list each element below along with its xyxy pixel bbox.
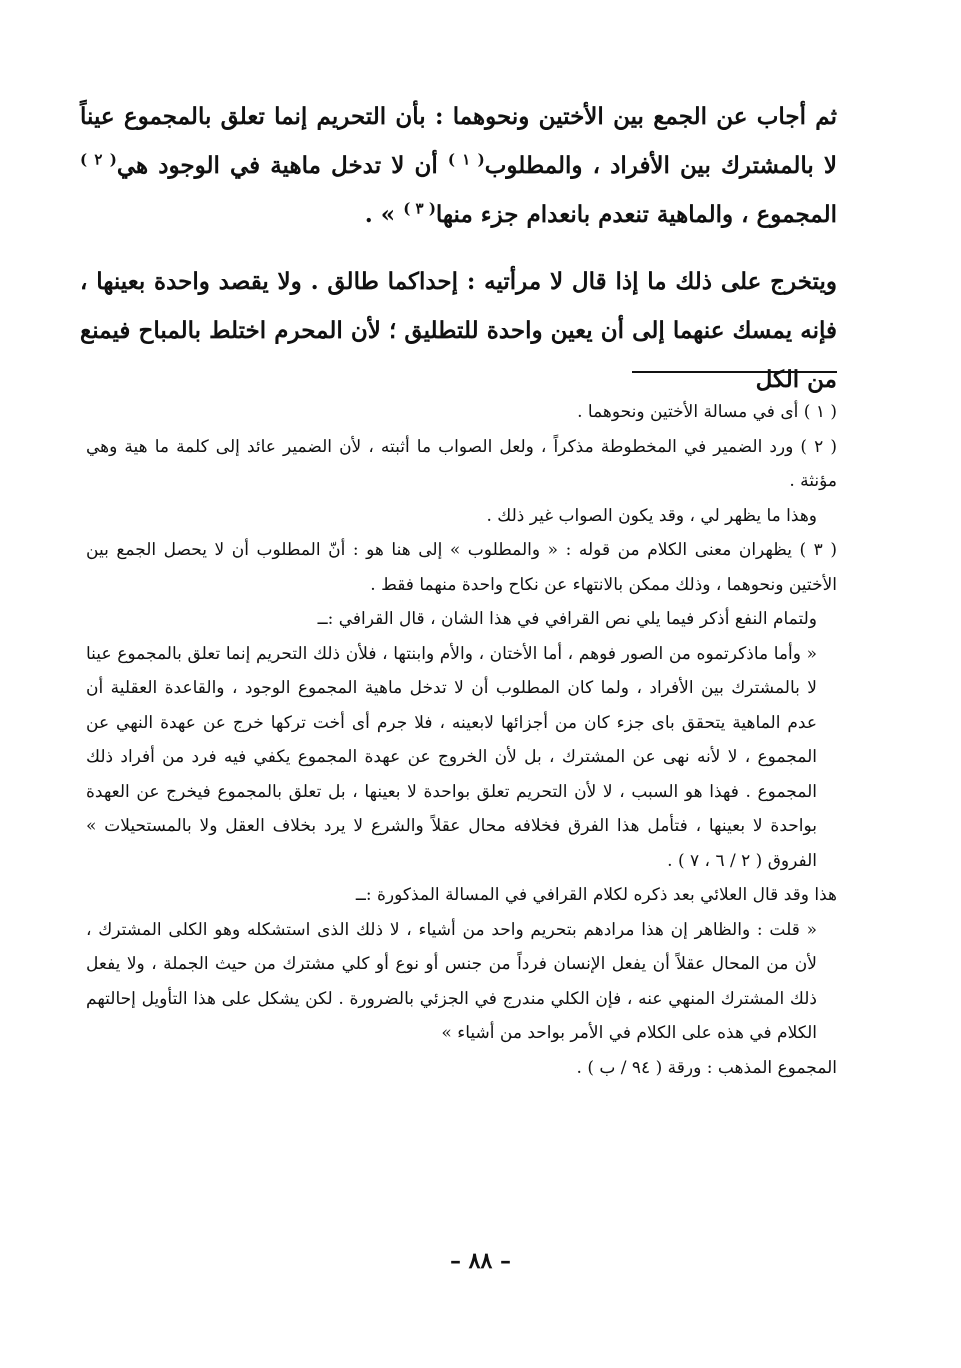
page-number: – ٨٨ – xyxy=(450,1248,511,1274)
main-text xyxy=(80,92,837,404)
footnote-ref-3: ( ٣ ) xyxy=(403,199,436,218)
footnote-3-intro: ولتمام النفع أذكر فيما يلي نص القرافي في هذا الشان ، قال القرافي :ــ xyxy=(317,609,817,629)
footnote-3-quote-alai: « قلت : والظاهر إن هذا مرادهم بتحريم واحد من أشياء ، لا ذلك الذى استشكله وهو الكلى المشترك ، لأن من المحال عقلاً أن يفعل الإنسان فرداً من جنس أو نوع أو كلي مشترك من حيث الجملة ، ولا يفعل ذلك المشترك المنهي عنه ، فإن الكلي مندرج في الجزئي بالضرورة . لكن يشكل على هذا التأويل إحالتهم الكلام في هذه على الكلام في الأمر بواحد من أشياء » xyxy=(86,919,817,1043)
footnote-3-source: المجموع المذهب : ورقة ( ٩٤ / ب ) . xyxy=(576,1057,837,1078)
main-paragraph-1-part-a: ثم أجاب عن الجمع بين الأختين ونحوهما : بأن التحريم إنما تعلق بالمجموع عيناً لا بالمشترك بين الأفراد ، والمطلوب xyxy=(80,103,837,179)
main-paragraph-1 xyxy=(80,92,837,239)
main-paragraph-1-part-c: المجموع ، والماهية تنعدم بانعدام جزء منها xyxy=(435,201,837,228)
footnote-separator xyxy=(632,371,837,373)
footnotes xyxy=(86,395,837,1085)
footnote-3: ( ٣ ) يظهران معنى الكلام من قوله : « والمطلوب » إلى هنا هو : أنّ المطلوب أن لا يحصل الجمع بين الأختين ونحوهما ، وذلك ممكن بالانتهاء عن نكاح واحدة منهما فقط . xyxy=(86,540,837,595)
footnote-1: ( ١ ) أى في مسالة الأختين ونحوهما . xyxy=(577,402,837,422)
footnote-ref-1: ( ١ ) xyxy=(447,150,485,169)
footnote-2: ( ٢ ) ورد الضمير في المخطوطة مذكراً ، ولعل الصواب ما أثبته ، لأن الضمير عائد إلى كلمة ما هية وهي مؤنثة . xyxy=(86,436,837,491)
footnote-2-continuation: وهذا ما يظهر لي ، وقد يكون الصواب غير ذلك . xyxy=(486,505,817,526)
footnote-3-quote-qarafi: « وأما ماذكرتموه من الصور فوهم ، أما الأختان ، والأم وابنتها ، فلأن ذلك التحريم إنما تعلق بالمجموع عينا لا بالمشترك بين الأفراد ، ولما كان المطلوب أن لا تدخل ماهية المجموع الوجود ، والقاعدة العقلية أن عدم الماهية يتحقق باى جزء كان من أجزائها لابعينه ، فلا جرم أى أخت تركها خرج عن عهدة النهي عن المجموع ، لا لأنه نهى عن المشترك ، بل لأن الخروج عن عهدة المجموع يكفي فيه فرد من أفراد ذلك المجموع . فهذا هو السبب ، لا لأن التحريم تعلق بواحدة لا بعينها ، بل تعلق بالمجموع فيخرج عن العهدة بواحدة لا بعينها ، فتأمل هذا الفرق فخلافه محال عقلاً والشرع لا يرد بخلاف العقل ولا بالمستحيلات » الفروق ( ٢ / ٦ ، ٧ ) . xyxy=(86,643,817,871)
main-paragraph-2: ويتخرج على ذلك ما إذا قال لا مرأتيه : إحداكما طالق . ولا يقصد واحدة بعينها ، فإنه يمسك عنهما إلى أن يعين واحدة للتطليق ؛ لأن المحرم اختلط بالمباح فيمنع من الكل xyxy=(80,268,837,393)
main-paragraph-1-part-b: أن لا تدخل ماهية في الوجود هي xyxy=(116,152,438,179)
main-paragraph-1-part-d: » . xyxy=(364,201,396,228)
footnote-ref-2: ( ٢ ) xyxy=(80,150,117,169)
footnote-3-alai-intro: هذا وقد قال العلائي بعد ذكره لكلام القرافي في المسالة المذكورة :ــ xyxy=(355,885,837,905)
